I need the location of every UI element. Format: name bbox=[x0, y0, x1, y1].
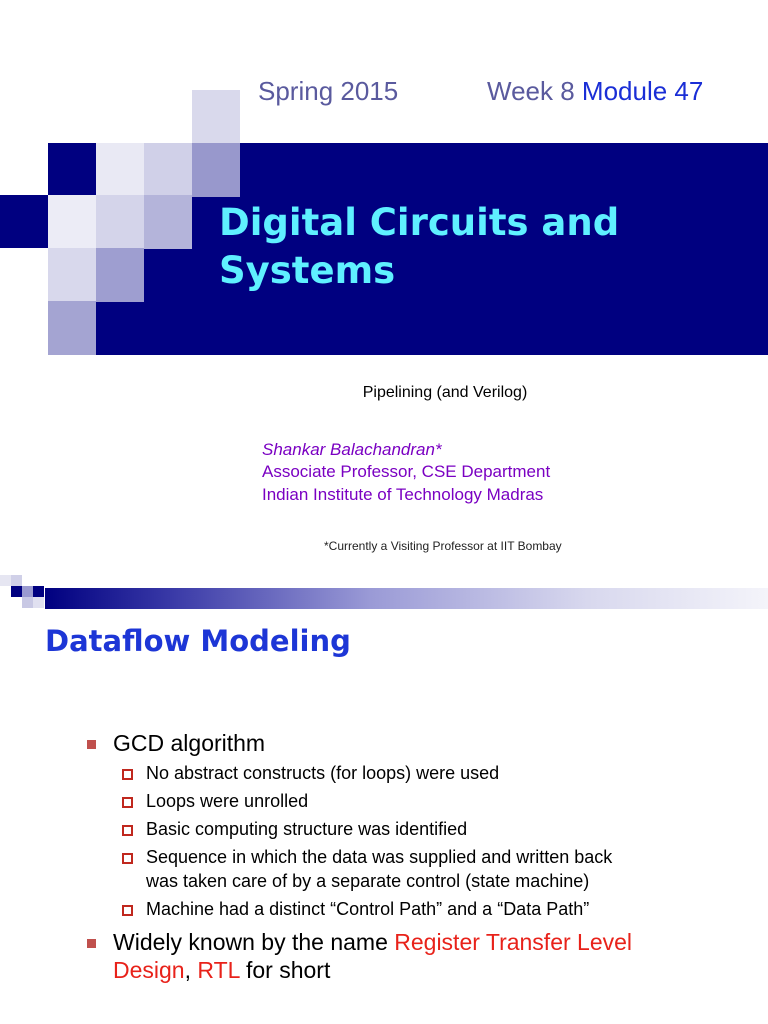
banner-notch bbox=[0, 143, 48, 195]
sub-bullet-continued: was taken care of by a separate control (state machine) bbox=[146, 871, 590, 891]
decor-square bbox=[48, 248, 96, 302]
decor-square bbox=[33, 586, 44, 597]
author-name: Shankar Balachandran* bbox=[262, 440, 442, 459]
rtl-text: for short bbox=[239, 957, 331, 983]
decor-square bbox=[96, 248, 144, 302]
rtl-highlight: Register Transfer Level bbox=[394, 929, 633, 955]
author-institute: Indian Institute of Technology Madras bbox=[262, 485, 544, 504]
decor-square bbox=[33, 597, 44, 608]
module-label: Module 47 bbox=[581, 76, 704, 106]
slide2-title: Dataflow Modeling bbox=[45, 624, 351, 658]
hollow-bullet-icon bbox=[122, 825, 133, 836]
bullet-gcd: GCD algorithm bbox=[113, 730, 266, 756]
author-position: Associate Professor, CSE Department bbox=[262, 462, 551, 481]
sub-bullet: Basic computing structure was identified bbox=[146, 819, 468, 839]
term-label: Spring 2015 bbox=[258, 76, 399, 106]
decor-square bbox=[48, 195, 96, 249]
sub-bullet: Loops were unrolled bbox=[146, 791, 309, 811]
hollow-bullet-icon bbox=[122, 905, 133, 916]
rtl-highlight: Design bbox=[113, 957, 185, 983]
footnote: *Currently a Visiting Professor at IIT Bombay bbox=[324, 539, 562, 553]
decor-square bbox=[0, 575, 11, 586]
decor-square bbox=[22, 597, 33, 608]
decor-square bbox=[11, 586, 22, 597]
hollow-bullet-icon bbox=[122, 769, 133, 780]
slide-title: Digital Circuits and Systems bbox=[219, 201, 620, 292]
gradient-bar bbox=[45, 588, 768, 609]
sub-bullet: No abstract constructs (for loops) were used bbox=[146, 763, 500, 783]
sub-bullet: Sequence in which the data was supplied and written back bbox=[146, 847, 613, 867]
week-label: Week 8 bbox=[487, 76, 575, 106]
decor-square bbox=[96, 143, 144, 197]
decor-square bbox=[144, 143, 192, 197]
decor-square bbox=[96, 195, 144, 249]
decor-square bbox=[192, 90, 240, 144]
hollow-bullet-icon bbox=[122, 797, 133, 808]
decor-square bbox=[192, 143, 240, 197]
rtl-text: Widely known by the name bbox=[113, 929, 395, 955]
rtl-highlight: RTL bbox=[197, 957, 240, 983]
slide-subtitle: Pipelining (and Verilog) bbox=[362, 384, 528, 401]
week-module-label bbox=[487, 76, 703, 107]
decor-square bbox=[22, 586, 33, 597]
decor-square bbox=[144, 195, 192, 249]
decor-square bbox=[48, 301, 96, 355]
decor-square bbox=[11, 575, 22, 586]
hollow-bullet-icon bbox=[122, 853, 133, 864]
rtl-text: , bbox=[184, 957, 198, 983]
bullet-square-icon bbox=[87, 939, 96, 948]
bullet-rtl-line1 bbox=[113, 929, 632, 956]
bullet-square-icon bbox=[87, 740, 96, 749]
sub-bullet: Machine had a distinct “Control Path” and a “Data Path” bbox=[146, 899, 590, 919]
bullet-rtl-line2 bbox=[113, 957, 330, 984]
